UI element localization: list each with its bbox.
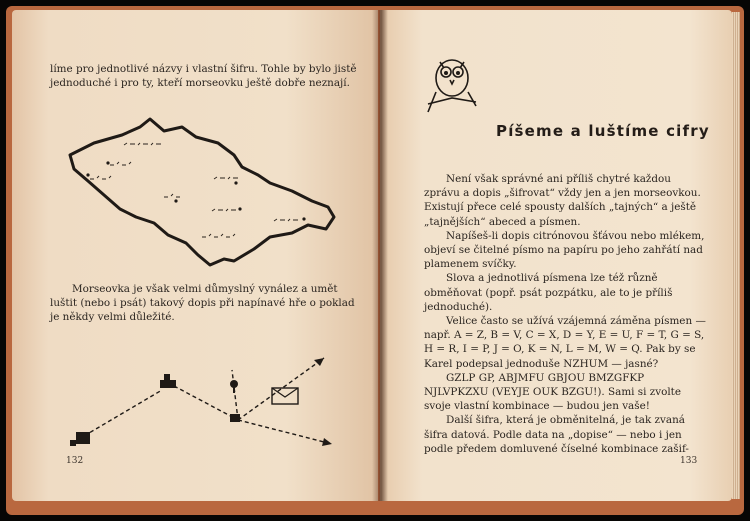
page-number: 132: [66, 456, 84, 466]
paragraph: Není však správné ani příliš chytré každou zprávu a dopis „šifrovat“ vždy jen a jen morseovkou. Existují přece celé spousty dalších „tajných“ a ještě „tajnějších“ abeced a písmen.: [424, 173, 701, 228]
left-paragraph: Morseovka je však velmi důmyslný vynález a umět luštit (nebo i psát) takový dopis při napínavé hře o poklad je někdy velmi důležité.: [50, 283, 355, 324]
paragraph: GZLP GP, ABJMFU GBJOU BMZGFKP NJLVPKZXU (VEYJE OUK BZGU!). Sami si zvolte svoje vlastní kombinace — budou jen vaše!: [424, 371, 681, 413]
right-body-text: [424, 172, 706, 456]
paragraph: Velice často se užívá vzájemná záměna písmen — např. A = Z, B = V, C = X, D = Y, E = U, F = T, G = S, H = R, I = P, J = O, K = N, L = M, W = Q. Pak by se Karel podepsal jednoduše NZHUM — jasné?: [424, 315, 706, 370]
left-intro-text: líme pro jednotlivé názvy i vlastní šifru. Tohle by bylo jistě jednoduché i pro ty, kteří morseovku ještě dobře neznají.: [50, 63, 357, 90]
paragraph: Slova a jednotlivá písmena lze též různě obměňovat (popř. psát pozpátku, ale to je příliš jednoduché).: [424, 272, 673, 313]
page-number: 133: [680, 456, 698, 466]
treasure-map-illustration: [62, 340, 352, 460]
owl-illustration: [422, 52, 482, 122]
paragraph: Další šifra, která je obměnitelná, je tak zvaná šifra datová. Podle data na „dopise“ — nebo i jen podle předem domluvené číselné kombinace zašif-: [424, 414, 689, 455]
page-edges: [732, 12, 740, 499]
left-page: [12, 10, 378, 501]
right-page: [380, 10, 732, 501]
book-gutter: [372, 10, 388, 501]
map-illustration: [64, 115, 354, 285]
paragraph: Napíšeš-li dopis citrónovou šťávou nebo mlékem, objeví se čitelné písmo na papíru po jeho zahřátí nad plamenem svíčky.: [424, 229, 705, 271]
chapter-title: Píšeme a luštíme cifry: [496, 122, 710, 140]
